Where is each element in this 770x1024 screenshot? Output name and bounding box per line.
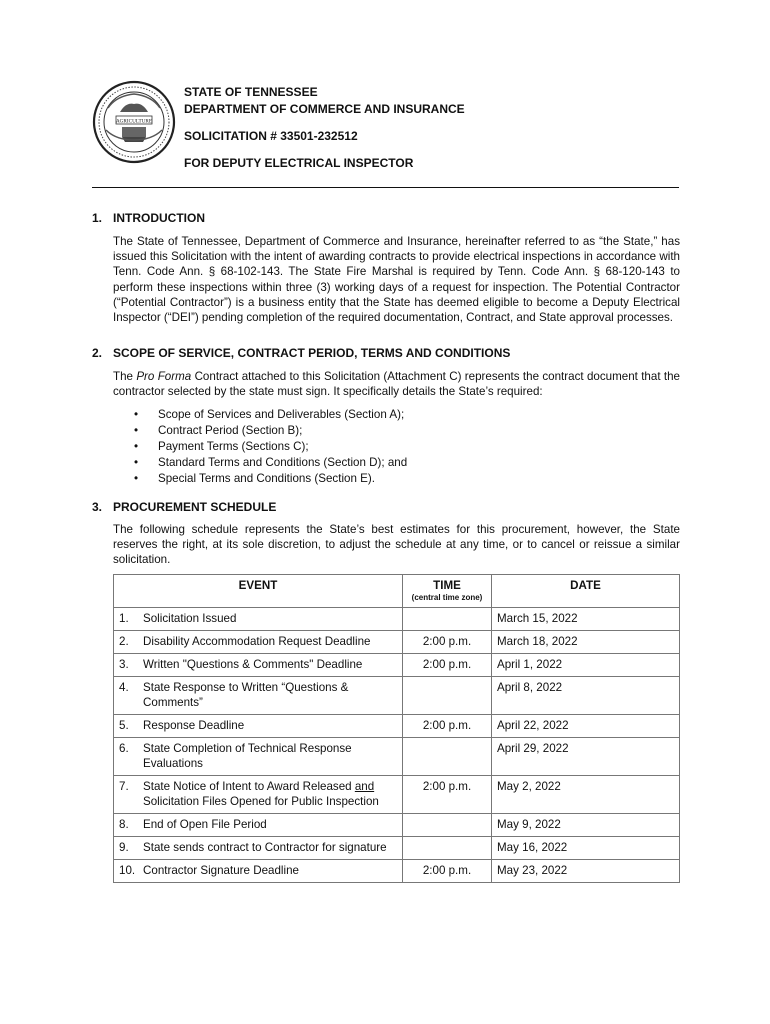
- row-number: 5.: [119, 719, 129, 732]
- solicitation-number: SOLICITATION # 33501-232512: [184, 129, 358, 143]
- event-name: State sends contract to Contractor for signature: [143, 841, 387, 854]
- solicitation-purpose: FOR DEPUTY ELECTRICAL INSPECTOR: [184, 156, 414, 170]
- date-header-label: DATE: [570, 579, 601, 592]
- date-cell: April 22, 2022: [492, 715, 680, 738]
- time-cell: [403, 738, 492, 776]
- scope-text-rest: Contract attached to this Solicitation (Attachment C) represents the contract document that the contractor selected by the state must sign. It specifically details the State’s required:: [113, 370, 681, 399]
- table-row: [114, 837, 680, 860]
- time-header-label: TIME: [433, 579, 461, 592]
- event-cell: [114, 860, 403, 883]
- table-row: [114, 608, 680, 631]
- event-cell: [114, 677, 403, 715]
- row-number: 6.: [119, 742, 129, 755]
- time-cell: 2:00 p.m.: [403, 715, 492, 738]
- scope-text-italic: Pro Forma: [136, 370, 192, 383]
- table-row: [114, 738, 680, 776]
- section-title: SCOPE OF SERVICE, CONTRACT PERIOD, TERMS AND CONDITIONS: [113, 346, 511, 360]
- row-number: 7.: [119, 780, 129, 793]
- event-name: Solicitation Issued: [143, 612, 237, 625]
- date-cell: May 23, 2022: [492, 860, 680, 883]
- table-row: [114, 654, 680, 677]
- table-row: [114, 776, 680, 814]
- event-name-part: State Notice of Intent to Award Released: [143, 780, 355, 793]
- date-cell: April 1, 2022: [492, 654, 680, 677]
- section-number: 2.: [92, 346, 103, 360]
- list-item: • Standard Terms and Conditions (Section D); and: [134, 455, 407, 471]
- date-cell: May 16, 2022: [492, 837, 680, 860]
- seal-text: AGRICULTURE: [115, 118, 153, 125]
- date-cell: April 8, 2022: [492, 677, 680, 715]
- time-cell: [403, 677, 492, 715]
- introduction-paragraph: The State of Tennessee, Department of Commerce and Insurance, hereinafter referred to as “the State,” has issued this Solicitation with the intent of awarding contracts to provide electrical inspections in accordance with Tenn. Code Ann. § 68-102-143. The State Fire Marshal is required by Tenn. Code Ann. § 68-120-143 to perform these inspections within three (3) working days of a request for inspection. The Potential Contractor (“Potential Contractor”) is a business entity that the State has deemed eligible to become a Deputy Electrical Inspector (“DEI”) pending completion of the required documentation, Contract, and State approval processes.: [113, 235, 680, 325]
- department-name: DEPARTMENT OF COMMERCE AND INSURANCE: [184, 102, 465, 116]
- event-cell: [114, 776, 403, 814]
- list-item: • Contract Period (Section B);: [134, 423, 407, 439]
- date-cell: May 9, 2022: [492, 814, 680, 837]
- row-number: 1.: [119, 612, 129, 625]
- time-cell: [403, 608, 492, 631]
- row-number: 4.: [119, 681, 129, 694]
- list-item: • Scope of Services and Deliverables (Section A);: [134, 407, 407, 423]
- table-row: [114, 715, 680, 738]
- event-name-part: Solicitation Files Opened for Public Inspection: [143, 795, 379, 808]
- section-number: 1.: [92, 211, 103, 225]
- event-name: End of Open File Period: [143, 818, 267, 831]
- time-cell: [403, 814, 492, 837]
- event-cell: [114, 715, 403, 738]
- event-header-label: EVENT: [238, 579, 278, 592]
- event-cell: [114, 814, 403, 837]
- table-row: [114, 631, 680, 654]
- event-name: Written "Questions & Comments" Deadline: [143, 658, 363, 671]
- scope-text-prefix: The: [113, 370, 137, 383]
- row-number: 10.: [119, 864, 136, 877]
- table-header-row: [114, 575, 680, 608]
- section-title: INTRODUCTION: [113, 211, 205, 225]
- event-name: Disability Accommodation Request Deadline: [143, 635, 371, 648]
- state-seal-icon: [92, 80, 176, 164]
- event-name: [143, 779, 397, 809]
- header-divider: [92, 187, 679, 188]
- time-column-header: [403, 575, 492, 608]
- section-number: 3.: [92, 500, 103, 514]
- section-title: PROCUREMENT SCHEDULE: [113, 500, 277, 514]
- time-cell: 2:00 p.m.: [403, 776, 492, 814]
- date-cell: May 2, 2022: [492, 776, 680, 814]
- list-item: • Special Terms and Conditions (Section E).: [134, 471, 407, 487]
- time-cell: 2:00 p.m.: [403, 631, 492, 654]
- time-cell: 2:00 p.m.: [403, 654, 492, 677]
- date-cell: March 18, 2022: [492, 631, 680, 654]
- event-name: Contractor Signature Deadline: [143, 864, 299, 877]
- event-column-header: [114, 575, 403, 608]
- event-cell: [114, 631, 403, 654]
- table-row: [114, 860, 680, 883]
- date-column-header: [492, 575, 680, 608]
- scope-paragraph: [113, 369, 680, 399]
- row-number: 3.: [119, 658, 129, 671]
- scope-bullet-list: [134, 407, 407, 487]
- schedule-paragraph: The following schedule represents the State’s best estimates for this procurement, however, the State reserves the right, at its sole discretion, to adjust the schedule at any time, or to cancel or reissue a similar solicitation.: [113, 523, 680, 567]
- list-item: • Payment Terms (Sections C);: [134, 439, 407, 455]
- event-cell: [114, 654, 403, 677]
- row-number: 8.: [119, 818, 129, 831]
- event-name: State Response to Written “Questions & Comments”: [143, 681, 349, 709]
- row-number: 9.: [119, 841, 129, 854]
- time-cell: [403, 837, 492, 860]
- table-row: [114, 677, 680, 715]
- event-name-underlined: and: [354, 780, 375, 793]
- state-name: STATE OF TENNESSEE: [184, 85, 318, 99]
- table-row: [114, 814, 680, 837]
- event-cell: [114, 837, 403, 860]
- document-header: [184, 84, 465, 172]
- row-number: 2.: [119, 635, 129, 648]
- event-cell: [114, 738, 403, 776]
- procurement-schedule-table: [113, 574, 680, 883]
- date-cell: April 29, 2022: [492, 738, 680, 776]
- event-name: State Completion of Technical Response Evaluations: [143, 742, 352, 770]
- event-cell: [114, 608, 403, 631]
- time-zone-note: (central time zone): [411, 593, 483, 602]
- date-cell: March 15, 2022: [492, 608, 680, 631]
- time-cell: 2:00 p.m.: [403, 860, 492, 883]
- event-name: Response Deadline: [143, 719, 245, 732]
